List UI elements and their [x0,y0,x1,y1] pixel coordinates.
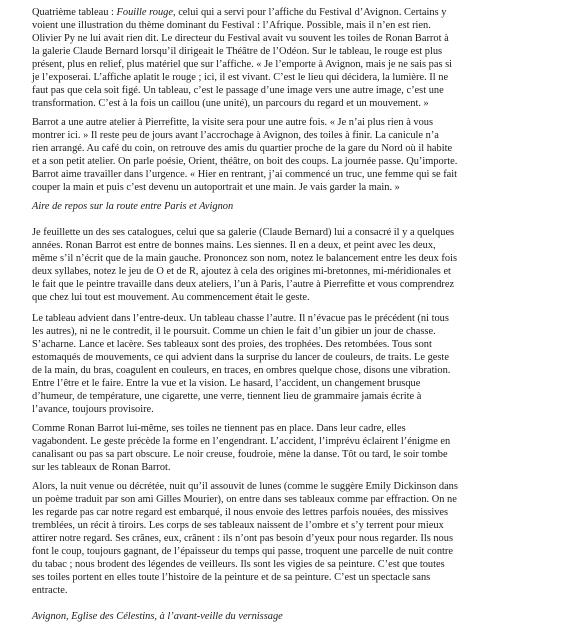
text-line: vagabondent. Le geste précède la forme en l’engendrant. L’accident, l’imprévu éclairent l’énigme en [32,436,451,447]
text-line: que chez lui tout est mouvement. Au commencement était le geste. [32,292,310,303]
text-line: même s’il n’écrit que de la main gauche. Prononcez son nom, notez le balancement entre les deux fois [32,253,457,264]
text-line: Entre l’être et le faire. Entre la vue et la vision. Le hasard, l’accident, un changement brusque [32,378,421,389]
text-line: entracte. [32,585,68,596]
text-line: deux syllabes, notez le jeu de O et de R, ajoutez à cela des origines mi-bretonnes, mi-méridionales et [32,266,451,277]
paragraph-fouille-rouge [32,6,540,110]
text-line: du tabac ; nous brodent des légendes de veilleurs. Ils sont les vigies de sa peinture. C’est que toutes [32,559,445,570]
text-line: le fait que le peintre travaille dans deux ateliers, l’un à Paris, l’autre à Pierrefitte et vous comprendrez [32,279,455,290]
text-line: voient une illustration du thème dominant du Festival : l’Afrique. Possible, mais il n’en est rien. [32,20,431,31]
text-line: font le coup, toujours gagnant, de l’épaisseur du temps qui passe, troquent une parcelle de nuit contre [32,546,453,557]
text-line: l’avance, toujours provisoire. [32,404,154,415]
text-line: Alors, la nuit venue ou décrétée, nuit qu’il assouvit de lunes (comme le suggère Emily Dickinson dans [32,481,458,492]
text-line: transformation. C’est à la fois un caillou (une unité), un parcours du regard et un mouvement. » [32,98,429,109]
text-line: couper la main et puis c’est devenu un autoportrait et une main. Je vais garder la main. » [32,182,400,193]
paragraph-entre-deux [32,312,540,416]
caption-avignon-celestins [32,610,540,623]
text-line: tremblées, un récit à tiroirs. Les corps de ses tableaux naissent de l’ombre et s’y terrent pour mieux [32,520,444,531]
text-line: présent, plus en relief, plus matériel que sur l’affiche. « Je l’emporte à Avignon, mais je ne sais pas si [32,59,453,70]
text-line: sur les tableaux de Ronan Barrot. [32,462,171,473]
text-line: de la main, du bras, coagulent en couleurs, en traces, en ombres quelque chose, disons une vibration. [32,365,451,376]
text-line [32,6,540,19]
artwork-title: Fouille rouge [116,7,173,18]
text-line: attirer notre regard. Ses crânes, eux, crânent : ils n’ont pas besoin d’yeux pour nous regarder. Ils nous [32,533,453,544]
text-line: rien arrangé. Au café du coin, on retrouve des amis du quartier proche de la gare du Nord où il habite [32,143,453,154]
paragraph-nuit [32,480,540,597]
text-line: montrer ici. » Il reste peu de jours avant l’accrochage à Avignon, des toiles à finir. La canicule n’a [32,130,439,141]
text-line: Olivier Py ne lui avait rien dit. Le directeur du Festival avait vu souvent les toiles de Ronan Barrot à [32,33,449,44]
text-line: Barrot a une autre atelier à Pierrefitte, la visite sera pour une autre fois. « Je n’ai plus rien à vous [32,117,434,128]
text-line: Je feuillette un des ses catalogues, celui que sa galerie (Claude Bernard) lui a consacré il y a quelques [32,227,455,238]
text-line: estomaqués de mouvements, ce qui advient dans la surprise du lancer de couleurs, de traits. Le geste [32,352,449,363]
text-line: canalisant ou pas sa part obscure. Le noir creuse, foudroie, mène la danse. Tôt ou tard, le soir tombe [32,449,448,460]
text-line: Barrot aime travailler dans l’urgence. « Hier en rentrant, j’ai commencé un truc, une femme qui se fait [32,169,458,180]
text-line: la galerie Claude Bernard lorsqu’il dirigeait le Théâtre de l’Odéon. Sur le tableau, le rouge est plus [32,46,443,57]
text-line: je l’exposerai. L’affiche aplatit le rouge ; ici, il est vivant. C’est le lieu qui décidera, la lumière. Il ne [32,72,449,83]
text-segment: Quatrième tableau : [32,7,117,18]
text-segment: , celui qui a servi pour l’affiche du Festival d’Avignon. Certains y [173,7,447,18]
text-line: les regarde pas car notre regard est embarqué, il nous envoie des lettres parfois nouées, des missives [32,507,449,518]
caption-line: Avignon, Eglise des Célestins, à l’avant-veille du vernissage [32,611,283,622]
text-line: Comme Ronan Barrot lui-même, ses toiles ne tiennent pas en place. Dans leur cadre, elles [32,423,406,434]
text-line: un poème traduit par son ami Gilles Mourier), on entre dans ses tableaux comme par effraction. On ne [32,494,457,505]
text-line: Le tableau advient dans l’entre-deux. Un tableau chasse l’autre. Il n’évacue pas le précédent (ni tous [32,313,449,324]
caption-aire-de-repos [32,200,540,213]
text-line: années. Ronan Barrot est entre de bonnes mains. Les siennes. Il en a deux, et peint avec les deux, [32,240,436,251]
paragraph-vagabondent [32,422,540,474]
paragraph-catalogue [32,226,540,304]
text-line: et a son petit atelier. On parle poésie, Orient, théâtre, on boit des coups. La journée passe. Qu’importe. [32,156,458,167]
caption-line: Aire de repos sur la route entre Paris et Avignon [32,201,234,212]
text-line: faut pas que cela soit figé. Un tableau, c’est le passage d’une image vers une autre image, c’est une [32,85,444,96]
text-line: S’acharne. Lance et lacère. Ses tableaux sont des proies, des trophées. Des retombées. Tous sont [32,339,432,350]
paragraph-pierrefitte-atelier [32,116,540,194]
text-line: d’humeur, de température, une cigarette, une verre, tiennent lieu de grammaire jamais écrite à [32,391,422,402]
text-line: ses toiles portent en elles toute l’histoire de la peinture et de sa peinture. C’est un spectacle sans [32,572,431,583]
text-line: les autres), ni ne le contredit, il le poursuit. Comme un chien le fait d’un gibier un jour de chasse. [32,326,436,337]
